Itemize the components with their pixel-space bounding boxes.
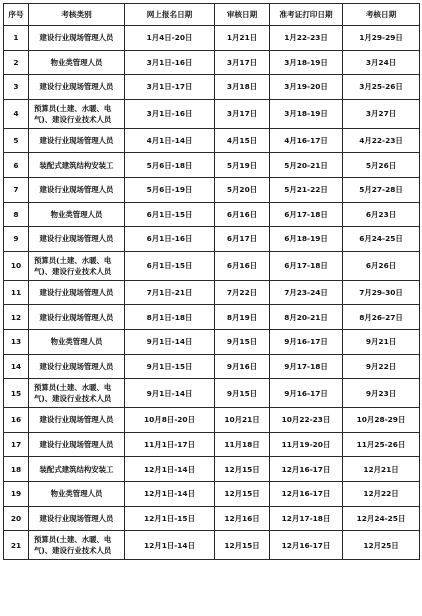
cell-exam-date: 12月24-25日 (343, 506, 420, 531)
cell-no: 11 (4, 280, 29, 305)
cell-online-registration: 11月1日-17日 (125, 432, 215, 457)
cell-online-registration: 8月1日-18日 (125, 305, 215, 330)
cell-exam-type: 建设行业现场管理人员 (29, 75, 125, 100)
cell-review-date: 5月20日 (215, 177, 270, 202)
cell-exam-type: 建设行业现场管理人员 (29, 227, 125, 252)
cell-online-registration: 5月6日-18日 (125, 153, 215, 178)
cell-exam-date: 7月29-30日 (343, 280, 420, 305)
cell-review-date: 10月21日 (215, 408, 270, 433)
cell-exam-type: 建设行业现场管理人员 (29, 408, 125, 433)
cell-online-registration: 4月1日-14日 (125, 128, 215, 153)
cell-online-registration: 7月1日-21日 (125, 280, 215, 305)
cell-review-date: 9月15日 (215, 379, 270, 408)
cell-exam-type: 建设行业现场管理人员 (29, 280, 125, 305)
cell-no: 14 (4, 354, 29, 379)
cell-exam-date: 3月24日 (343, 50, 420, 75)
cell-exam-date: 6月26日 (343, 251, 420, 280)
cell-exam-date: 3月25-26日 (343, 75, 420, 100)
cell-exam-type: 装配式建筑结构安装工 (29, 153, 125, 178)
cell-ticket-print-date: 12月16-17日 (270, 531, 343, 560)
cell-ticket-print-date: 3月19-20日 (270, 75, 343, 100)
cell-exam-type: 预算员(土建、水暖、电气)、建设行业技术人员 (29, 251, 125, 280)
cell-review-date: 12月16日 (215, 506, 270, 531)
table-row (4, 153, 420, 178)
cell-review-date: 6月16日 (215, 251, 270, 280)
table-row (4, 408, 420, 433)
cell-ticket-print-date: 8月20-21日 (270, 305, 343, 330)
cell-no: 21 (4, 531, 29, 560)
cell-exam-type: 预算员(土建、水暖、电气)、建设行业技术人员 (29, 379, 125, 408)
cell-exam-date: 4月22-23日 (343, 128, 420, 153)
cell-ticket-print-date: 5月21-22日 (270, 177, 343, 202)
cell-online-registration: 12月1日-14日 (125, 481, 215, 506)
cell-no: 12 (4, 305, 29, 330)
cell-online-registration: 3月1日-16日 (125, 50, 215, 75)
header-exam-date: 考核日期 (343, 4, 420, 26)
cell-ticket-print-date: 10月22-23日 (270, 408, 343, 433)
cell-ticket-print-date: 11月19-20日 (270, 432, 343, 457)
cell-ticket-print-date: 9月17-18日 (270, 354, 343, 379)
cell-exam-date: 9月22日 (343, 354, 420, 379)
cell-ticket-print-date: 3月18-19日 (270, 50, 343, 75)
cell-ticket-print-date: 6月17-18日 (270, 202, 343, 227)
cell-no: 15 (4, 379, 29, 408)
table-row (4, 202, 420, 227)
cell-exam-type: 建设行业现场管理人员 (29, 177, 125, 202)
cell-exam-type: 物业类管理人员 (29, 481, 125, 506)
table-row (4, 50, 420, 75)
cell-exam-date: 10月28-29日 (343, 408, 420, 433)
cell-ticket-print-date: 6月18-19日 (270, 227, 343, 252)
cell-no: 3 (4, 75, 29, 100)
cell-no: 16 (4, 408, 29, 433)
cell-online-registration: 3月1日-16日 (125, 99, 215, 128)
cell-ticket-print-date: 1月22-23日 (270, 26, 343, 51)
cell-review-date: 8月19日 (215, 305, 270, 330)
cell-exam-date: 5月27-28日 (343, 177, 420, 202)
cell-exam-date: 9月23日 (343, 379, 420, 408)
cell-online-registration: 9月1日-14日 (125, 329, 215, 354)
cell-exam-date: 6月24-25日 (343, 227, 420, 252)
cell-ticket-print-date: 9月16-17日 (270, 379, 343, 408)
cell-ticket-print-date: 6月17-18日 (270, 251, 343, 280)
cell-exam-type: 建设行业现场管理人员 (29, 506, 125, 531)
cell-review-date: 9月16日 (215, 354, 270, 379)
cell-no: 17 (4, 432, 29, 457)
cell-review-date: 3月17日 (215, 99, 270, 128)
cell-exam-date: 3月27日 (343, 99, 420, 128)
cell-exam-type: 建设行业现场管理人员 (29, 432, 125, 457)
cell-exam-type: 物业类管理人员 (29, 329, 125, 354)
cell-review-date: 3月18日 (215, 75, 270, 100)
cell-review-date: 12月15日 (215, 481, 270, 506)
cell-review-date: 1月21日 (215, 26, 270, 51)
cell-exam-type: 预算员(土建、水暖、电气)、建设行业技术人员 (29, 99, 125, 128)
cell-review-date: 6月17日 (215, 227, 270, 252)
table-row (4, 481, 420, 506)
table-row (4, 432, 420, 457)
cell-no: 9 (4, 227, 29, 252)
cell-exam-date: 11月25-26日 (343, 432, 420, 457)
cell-online-registration: 12月1日-15日 (125, 506, 215, 531)
cell-exam-date: 12月22日 (343, 481, 420, 506)
cell-no: 6 (4, 153, 29, 178)
cell-exam-type: 建设行业现场管理人员 (29, 354, 125, 379)
cell-review-date: 6月16日 (215, 202, 270, 227)
cell-no: 4 (4, 99, 29, 128)
cell-online-registration: 10月8日-20日 (125, 408, 215, 433)
exam-schedule-table (3, 3, 420, 560)
table-row (4, 354, 420, 379)
cell-review-date: 3月17日 (215, 50, 270, 75)
cell-no: 7 (4, 177, 29, 202)
cell-exam-type: 装配式建筑结构安装工 (29, 457, 125, 482)
cell-online-registration: 6月1日-15日 (125, 202, 215, 227)
table-row (4, 227, 420, 252)
table-body (4, 26, 420, 560)
table-row (4, 26, 420, 51)
cell-online-registration: 9月1日-15日 (125, 354, 215, 379)
table-row (4, 251, 420, 280)
cell-online-registration: 9月1日-14日 (125, 379, 215, 408)
cell-no: 13 (4, 329, 29, 354)
cell-review-date: 11月18日 (215, 432, 270, 457)
cell-exam-type: 预算员(土建、水暖、电气)、建设行业技术人员 (29, 531, 125, 560)
cell-online-registration: 6月1日-16日 (125, 227, 215, 252)
cell-exam-date: 1月29-29日 (343, 26, 420, 51)
cell-ticket-print-date: 12月16-17日 (270, 457, 343, 482)
cell-review-date: 9月15日 (215, 329, 270, 354)
cell-review-date: 12月15日 (215, 531, 270, 560)
cell-ticket-print-date: 4月16-17日 (270, 128, 343, 153)
table-row (4, 531, 420, 560)
cell-exam-date: 6月23日 (343, 202, 420, 227)
table-row (4, 379, 420, 408)
cell-online-registration: 6月1日-15日 (125, 251, 215, 280)
cell-review-date: 7月22日 (215, 280, 270, 305)
header-no: 序号 (4, 4, 29, 26)
cell-exam-date: 12月25日 (343, 531, 420, 560)
cell-no: 2 (4, 50, 29, 75)
header-review-date: 审核日期 (215, 4, 270, 26)
header-row (4, 4, 420, 26)
cell-no: 18 (4, 457, 29, 482)
cell-exam-type: 建设行业现场管理人员 (29, 26, 125, 51)
cell-exam-date: 9月21日 (343, 329, 420, 354)
header-online-registration: 网上报名日期 (125, 4, 215, 26)
cell-exam-date: 12月21日 (343, 457, 420, 482)
table-row (4, 305, 420, 330)
header-exam-type: 考核类别 (29, 4, 125, 26)
cell-no: 8 (4, 202, 29, 227)
table-row (4, 506, 420, 531)
cell-ticket-print-date: 12月16-17日 (270, 481, 343, 506)
cell-no: 5 (4, 128, 29, 153)
cell-exam-type: 建设行业现场管理人员 (29, 128, 125, 153)
cell-ticket-print-date: 12月17-18日 (270, 506, 343, 531)
cell-review-date: 4月15日 (215, 128, 270, 153)
cell-exam-type: 建设行业现场管理人员 (29, 305, 125, 330)
cell-online-registration: 12月1日-14日 (125, 531, 215, 560)
table-row (4, 177, 420, 202)
header-ticket-print-date: 准考证打印日期 (270, 4, 343, 26)
cell-ticket-print-date: 7月23-24日 (270, 280, 343, 305)
table-row (4, 329, 420, 354)
table-row (4, 128, 420, 153)
cell-no: 10 (4, 251, 29, 280)
cell-online-registration: 1月4日-20日 (125, 26, 215, 51)
cell-online-registration: 5月6日-19日 (125, 177, 215, 202)
cell-ticket-print-date: 9月16-17日 (270, 329, 343, 354)
cell-exam-type: 物业类管理人员 (29, 50, 125, 75)
table-row (4, 99, 420, 128)
cell-exam-date: 8月26-27日 (343, 305, 420, 330)
cell-no: 19 (4, 481, 29, 506)
table-row (4, 457, 420, 482)
cell-review-date: 12月15日 (215, 457, 270, 482)
cell-ticket-print-date: 5月20-21日 (270, 153, 343, 178)
cell-exam-type: 物业类管理人员 (29, 202, 125, 227)
cell-exam-date: 5月26日 (343, 153, 420, 178)
cell-ticket-print-date: 3月18-19日 (270, 99, 343, 128)
cell-online-registration: 12月1日-14日 (125, 457, 215, 482)
table-row (4, 75, 420, 100)
cell-review-date: 5月19日 (215, 153, 270, 178)
table-row (4, 280, 420, 305)
cell-online-registration: 3月1日-17日 (125, 75, 215, 100)
cell-no: 20 (4, 506, 29, 531)
cell-no: 1 (4, 26, 29, 51)
